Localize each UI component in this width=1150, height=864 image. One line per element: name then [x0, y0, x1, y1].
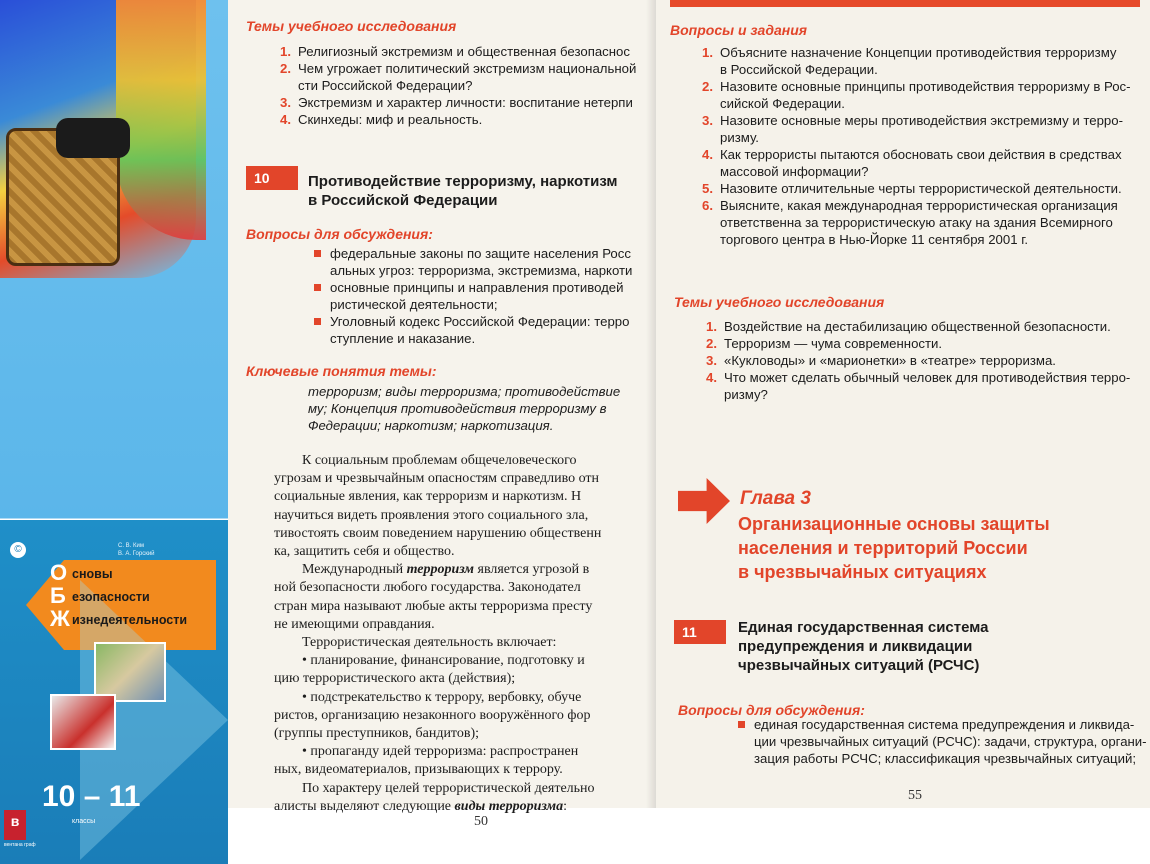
cover-initial: Б	[50, 583, 66, 608]
cover-photo-skaters	[94, 642, 166, 702]
discussion-list	[312, 245, 632, 347]
themes-list	[706, 318, 1130, 403]
cover-grade: 10 – 11	[42, 780, 141, 813]
list-item: 4. Что может сделать обычный человек для противодействия терро- ризму?	[706, 370, 1131, 402]
themes-heading: Темы учебного исследования	[246, 18, 457, 34]
cover-title-line: изнедеятельности	[72, 613, 188, 627]
section-title: в Российской Федерации	[308, 192, 498, 209]
list-item: 3. Экстремизм и характер личности: воспитание нетерпи	[280, 95, 633, 110]
section-title: Противодействие терроризму, наркотизм	[308, 173, 618, 190]
textbook-page-50	[228, 0, 656, 829]
top-red-rule	[670, 0, 1140, 7]
cover-author: С. В. Ким	[118, 543, 144, 549]
themes-list	[280, 43, 636, 128]
cover-grade-sub: классы	[72, 818, 96, 825]
discussion-heading: Вопросы для обсуждения:	[678, 702, 865, 718]
chapter-arrow-icon	[678, 478, 730, 524]
list-item: Уголовный кодекс Российской Федерации: терро ступление и наказание.	[312, 313, 632, 347]
term-types-of-terrorism: виды терроризма	[454, 798, 564, 814]
list-item: 1. Объясните назначение Концепции противодействия терроризму в Российской Федерации.	[702, 45, 1117, 77]
publisher-mark: в	[4, 810, 26, 840]
list-item: 2. Назовите основные принципы противодействия терроризму в Рос- сийской Федерации.	[702, 79, 1131, 111]
list-item: 4. Скинхеды: миф и реальность.	[280, 112, 483, 127]
publisher-logo-icon: ©	[10, 542, 26, 558]
list-item: 2. Чем угрожает политический экстремизм национальной сти Российской Федерации?	[280, 61, 637, 93]
discussion-heading: Вопросы для обсуждения:	[246, 226, 433, 242]
questions-list	[702, 44, 1131, 248]
list-item: единая государственная система предупреждения и ликвида- ции чрезвычайных ситуаций (РСЧС): задачи, структура, органи- зация работы РСЧС; классификация чрезвычайных ситуаций;	[736, 716, 1147, 767]
cover-photo-ambulance	[50, 694, 116, 750]
cover-initial: О	[50, 560, 68, 585]
hot-air-balloon-image	[0, 0, 196, 278]
list-item: 2. Терроризм — чума современности.	[706, 336, 943, 351]
page-number: 55	[908, 788, 922, 803]
section-title: Единая государственная система предупреждения и ликвидации чрезвычайных ситуаций (РСЧС)	[738, 619, 989, 674]
list-item: 1. Религиозный экстремизм и общественная безопаснос	[280, 44, 630, 59]
term-terrorism: терроризм	[406, 562, 475, 578]
cover-authors	[118, 542, 155, 558]
section-number-badge: 10	[246, 166, 298, 190]
list-item: 4. Как террористы пытаются обосновать свои действия в средствах массовой информации?	[702, 147, 1122, 179]
publisher-name: вентана граф	[4, 842, 36, 848]
balloon-envelope-stripe	[116, 0, 206, 240]
list-item: основные принципы и направления противодей ристической деятельности;	[312, 279, 632, 313]
textbook-page-55	[656, 0, 1150, 808]
list-item: 1. Воздействие на дестабилизацию общественной безопасности.	[706, 319, 1111, 334]
cover-author: В. А. Горский	[118, 551, 155, 557]
balloon-burner	[56, 118, 130, 158]
list-item: 5. Назовите отличительные черты террористической деятельности.	[702, 181, 1122, 196]
cover-title-line: езопасности	[72, 590, 150, 604]
body-text: К социальным проблемам общечеловеческого угрозам и чрезвычайным опасностям справедливо отн социальные явления, как терроризм и наркотизм. Н научиться видеть проявления этого социального зла, тивостоять своим поведением нарушению общественн ка, защитить себя и общество. Международный терроризм является угрозой в ной безопасности любого государства. Законодател стран мира называют любые акты терроризма престу не имеющими оправдания. Террористическая деятельность включает: • планирование, финансирование, подготовку и цию террористического акта (действия); • подстрекательство к террору, вербовку, обуче ристов, организацию незаконного вооружённого фор (группы преступников, бандитов); • пропаганду идей терроризма: распространен ных, видеоматериалов, призывающих к террору. По характеру целей террористической деятельно алисты выделяют следующие виды терроризма:	[274, 453, 602, 814]
book-cover	[0, 520, 228, 864]
section-number-badge: 11	[674, 620, 726, 644]
cover-title-line: сновы	[72, 567, 113, 581]
concepts-heading: Ключевые понятия темы:	[246, 363, 437, 379]
chapter-label: Глава 3	[740, 488, 811, 509]
list-item: федеральные законы по защите населения Росс альных угроз: терроризма, экстремизма, наркоти	[312, 245, 632, 279]
cover-initial: Ж	[50, 606, 70, 631]
list-item: 6. Выясните, какая международная террористическая организация ответственна за террористическую атаку на здания Всемирного торгового центра в Нью-Йорке 11 сентября 2001 г.	[702, 198, 1118, 247]
page-number: 50	[474, 814, 488, 829]
concepts-text: терроризм; виды терроризма; противодействие му; Концепция противодействия терроризму в Федерации; наркотизм; наркотизация.	[308, 384, 621, 433]
discussion-list	[736, 716, 1147, 767]
list-item: 3. Назовите основные меры противодействия экстремизму и терро- ризму.	[702, 113, 1123, 145]
questions-heading: Вопросы и задания	[670, 22, 808, 38]
chapter-title: Организационные основы защиты населения и территорий России в чрезвычайных ситуациях	[738, 514, 1050, 582]
list-item: 3. «Кукловоды» и «марионетки» в «театре» терроризма.	[706, 353, 1056, 368]
themes-heading: Темы учебного исследования	[674, 294, 885, 310]
